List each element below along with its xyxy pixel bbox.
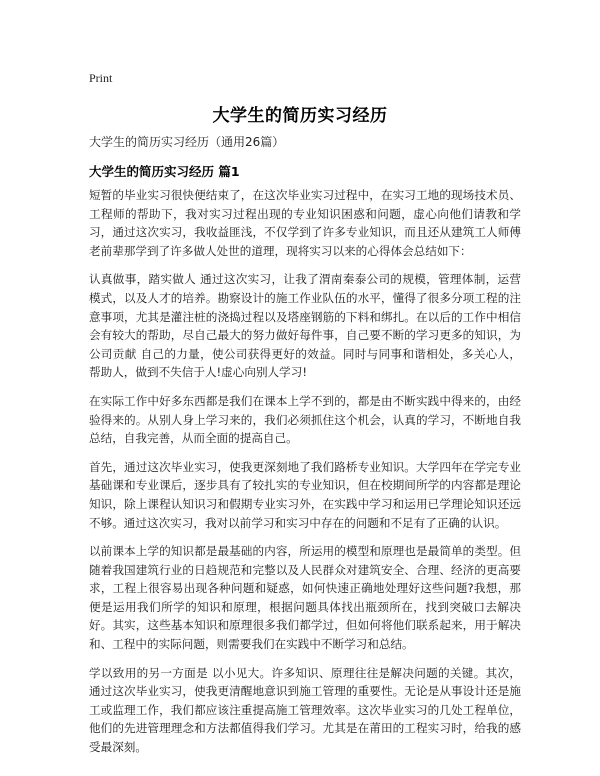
paragraph: 以前课本上学的知识都是最基础的内容，所运用的模型和原理也是最简单的类型。但随着我国建筑行业的日趋规范和完整以及人民群众对建筑安全、合理、经济的更高要求，工程上很容易出现各种问题和疑惑，如何快速正确地处理好这些问题?我想，那便是运用我们所学的知识和原理，根据问题具体找出瓶颈所在，找到突破口去解决好。其实，这些基本知识和原理很多我们都学过，但如何将他们联系起来，用于解决和、工程中的实际问题，则需要我们在实践中不断学习和总结。 [89, 544, 521, 652]
paragraph: 认真做事，踏实做人 通过这次实习，让我了渭南秦泰公司的规模，管理体制，运营模式，以及人才的培养。勘察设计的施工作业队伍的水平，懂得了很多分项工程的注意事项，尤其是灌注桩的浇捣过程以及塔座钢筋的下料和绑扎。在以后的工作中相信会有较大的帮助，尽自己最大的努力做好每件事，自己要不断的学习更多的知识，为公司贡献 自己的力量，使公司获得更好的效益。同时与同事和谐相处，多关心人，帮助人，做到不失信于人!虚心向别人学习! [89, 272, 521, 380]
paragraph: 短暂的毕业实习很快便结束了，在这次毕业实习过程中，在实习工地的现场技术员、工程师的帮助下，我对实习过程出现的专业知识困惑和问题，虚心向他们请教和学习，通过这次实习，我收益匪浅，不仅学到了许多专业知识，而且还从建筑工人师傅老前辈那学到了许多做人处世的道理，现将实习以来的心得体会总结如下： [89, 188, 521, 258]
paragraph: 首先，通过这次毕业实习，使我更深刻地了我们路桥专业知识。大学四年在学完专业基础课和专业课后，逐步具有了较扎实的专业知识，但在校期间所学的内容都是理论知识，除上课程认知识习和假期专业实习外，在实践中学习和运用已学理论知识还远不够。通过这次实习，我对以前学习和实习中存在的问题和不足有了正确的认识。 [89, 459, 521, 530]
article-body [89, 186, 521, 767]
page-title: 大学生的简历实习经历 [212, 106, 388, 126]
print-link[interactable]: Print [89, 71, 113, 85]
subtitle: 大学生的简历实习经历（通用26篇） [89, 135, 285, 149]
paragraph: 学以致用的另一方面是 以小见大。许多知识、原理往往是解决问题的关键。其次，通过这次毕业实习，使我更清醒地意识到施工管理的重要性。无论是从事设计还是施工或监理工作，我们都应该注重提高施工管理效率。这次毕业实习的几处工程单位，他们的先进管理理念和方法都值得我们学习。尤其是在莆田的工程实习时，给我的感受最深刻。 [89, 665, 521, 755]
section-heading: 大学生的简历实习经历 篇1 [89, 164, 240, 179]
paragraph: 在实际工作中好多东西都是我们在课本上学不到的，都是由不断实践中得来的，由经验得来的。从别人身上学习来的，我们必须抓住这个机会，认真的学习，不断地自我总结，自我完善，从而全面的提高自己。 [89, 393, 521, 446]
